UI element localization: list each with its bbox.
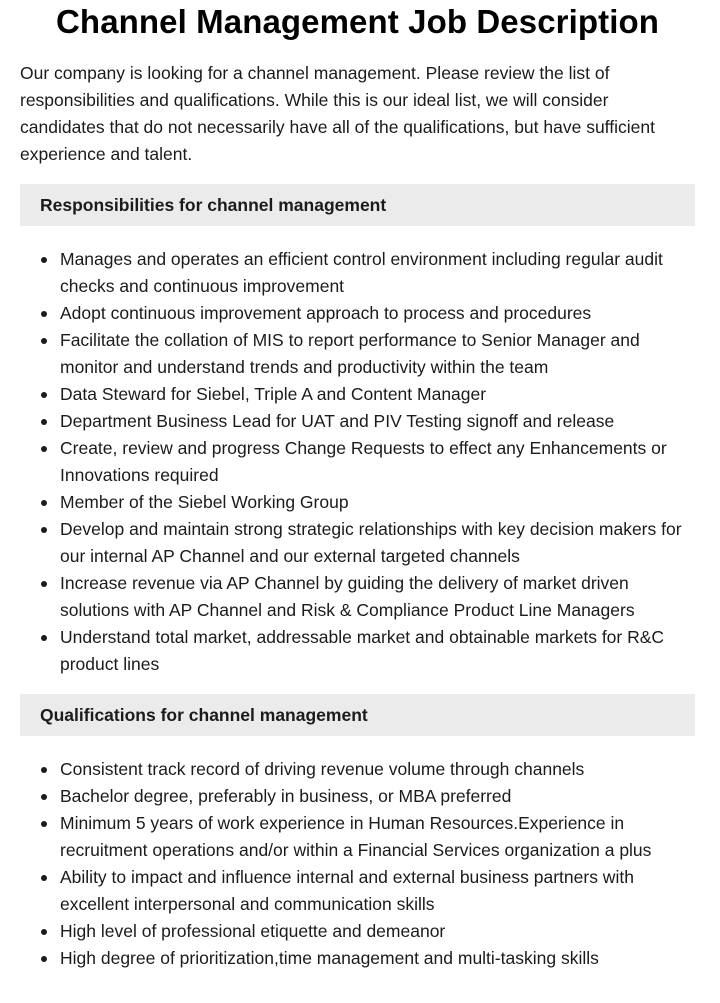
- list-item: Create, review and progress Change Requests to effect any Enhancements or Innovations required: [20, 435, 695, 489]
- intro-paragraph: Our company is looking for a channel management. Please review the list of responsibilities and qualifications. While this is our ideal list, we will consider candidates that do not necessarily have all of the qualifications, but have sufficient experience and talent.: [20, 63, 655, 164]
- list-item: Bachelor degree, preferably in business, or MBA preferred: [20, 783, 695, 810]
- responsibilities-heading: [20, 184, 695, 226]
- list-item: High degree of prioritization,time management and multi-tasking skills: [20, 945, 695, 972]
- list-item: High level of professional etiquette and demeanor: [20, 918, 695, 945]
- list-item: Facilitate the collation of MIS to report performance to Senior Manager and monitor and understand trends and productivity within the team: [20, 327, 695, 381]
- qualifications-list: [20, 756, 695, 972]
- list-item: Increase revenue via AP Channel by guiding the delivery of market driven solutions with AP Channel and Risk & Compliance Product Line Managers: [20, 570, 695, 624]
- list-item: Minimum 5 years of work experience in Human Resources.Experience in recruitment operations and/or within a Financial Services organization a plus: [20, 810, 695, 864]
- list-item: Develop and maintain strong strategic relationships with key decision makers for our internal AP Channel and our external targeted channels: [20, 516, 695, 570]
- list-item: Understand total market, addressable market and obtainable markets for R&C product lines: [20, 624, 695, 678]
- list-item: Department Business Lead for UAT and PIV Testing signoff and release: [20, 408, 695, 435]
- list-item: Member of the Siebel Working Group: [20, 489, 695, 516]
- responsibilities-list: [20, 246, 695, 678]
- list-item: Data Steward for Siebel, Triple A and Content Manager: [20, 381, 695, 408]
- qualifications-heading: [20, 694, 695, 736]
- list-item: Manages and operates an efficient control environment including regular audit checks and continuous improvement: [20, 246, 695, 300]
- list-item: Adopt continuous improvement approach to process and procedures: [20, 300, 695, 327]
- list-item: Consistent track record of driving revenue volume through channels: [20, 756, 695, 783]
- responsibilities-heading-label: Responsibilities for channel management: [40, 194, 387, 215]
- qualifications-heading-label: Qualifications for channel management: [40, 704, 368, 725]
- page-title: Channel Management Job Description: [56, 3, 659, 40]
- list-item: Ability to impact and influence internal and external business partners with excellent interpersonal and communication skills: [20, 864, 695, 918]
